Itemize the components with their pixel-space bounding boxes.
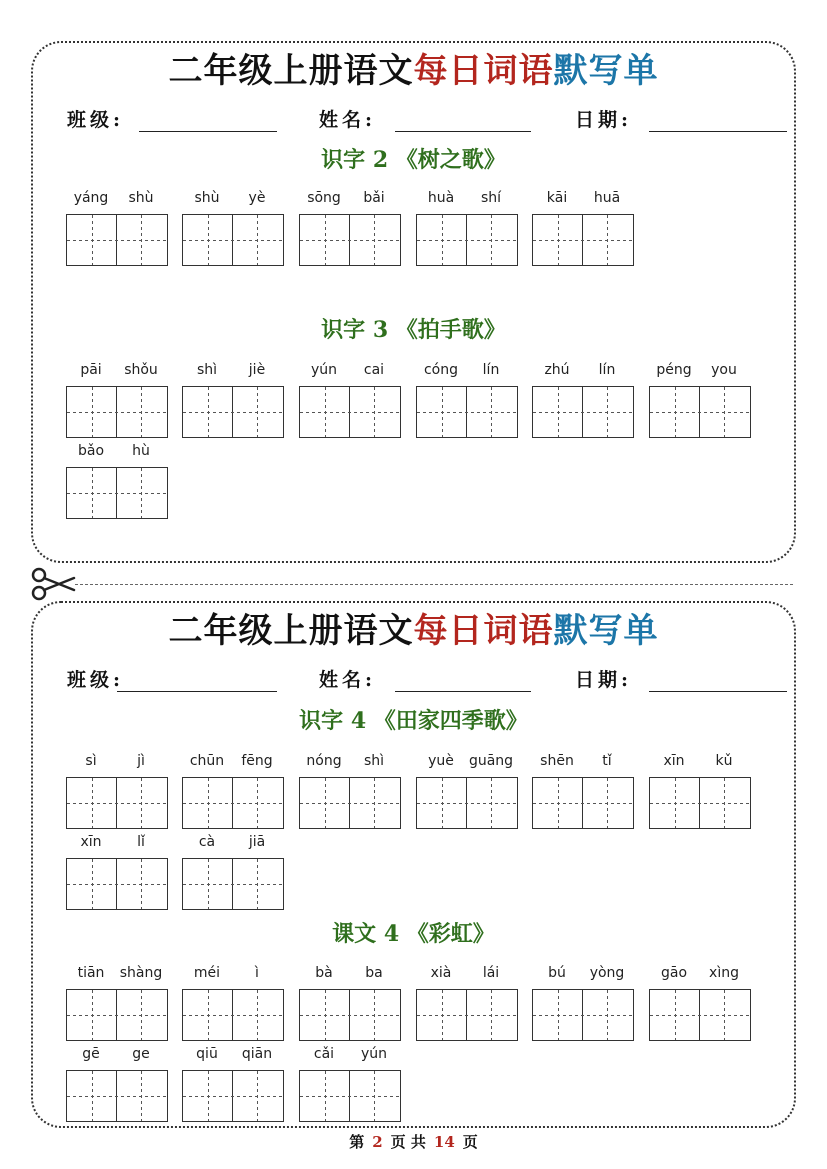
word-item (649, 362, 751, 438)
word-item (182, 362, 284, 438)
sheet-title (33, 607, 794, 655)
word-item (66, 965, 168, 1041)
pinyin-label: yòng (589, 965, 625, 981)
pinyin-label: jiā (248, 834, 266, 850)
writing-grid-box[interactable] (532, 989, 634, 1041)
word-item (182, 1046, 284, 1122)
pinyin-label: xīn (80, 834, 102, 850)
pinyin-label: gē (82, 1046, 100, 1062)
pinyin-label: xìng (709, 965, 739, 981)
pinyin-label: ge (132, 1046, 150, 1062)
word-item (416, 362, 518, 438)
writing-grid-box[interactable] (182, 214, 284, 266)
pinyin-label: shēn (540, 753, 574, 769)
pinyin-label: lín (598, 362, 616, 378)
word-item (532, 753, 634, 829)
pinyin-label: nóng (306, 753, 342, 769)
name-label: 姓名: (319, 109, 377, 131)
name-label: 姓名: (319, 669, 377, 691)
writing-grid-box[interactable] (416, 989, 518, 1041)
pinyin-label: huā (593, 190, 621, 206)
section-title: 识字 4 《田家四季歌》 (299, 708, 528, 734)
pinyin-label: sōng (307, 190, 341, 206)
writing-grid-box[interactable] (182, 989, 284, 1041)
word-item (66, 834, 168, 910)
writing-grid-box[interactable] (66, 858, 168, 910)
writing-grid-box[interactable] (532, 386, 634, 438)
footer-suffix: 页 (462, 1133, 478, 1151)
writing-grid-box[interactable] (66, 386, 168, 438)
word-item (649, 753, 751, 829)
pinyin-label: hù (132, 443, 150, 459)
class-label: 班级: (67, 669, 125, 691)
word-item (532, 362, 634, 438)
pinyin-label: cǎi (313, 1046, 335, 1062)
pinyin-label: lín (482, 362, 500, 378)
pinyin-label: yún (360, 1046, 388, 1062)
title-part-2: 每日词语 (413, 51, 554, 91)
writing-grid-box[interactable] (66, 777, 168, 829)
writing-grid-box[interactable] (649, 989, 751, 1041)
pinyin-label: jì (137, 753, 145, 769)
pinyin-label: yún (310, 362, 338, 378)
date-field[interactable] (649, 131, 787, 132)
pinyin-label: shàng (119, 965, 163, 981)
scissors-icon (30, 566, 76, 602)
title-part-1: 二年级上册语文 (168, 611, 414, 651)
pinyin-label: shù (194, 190, 220, 206)
pinyin-label: shì (196, 362, 218, 378)
writing-grid-box[interactable] (299, 214, 401, 266)
word-item (182, 190, 284, 266)
info-row (67, 667, 786, 697)
pinyin-label: fēng (241, 753, 273, 769)
word-item (66, 443, 168, 519)
word-item (416, 965, 518, 1041)
pinyin-label: yáng (73, 190, 109, 206)
pinyin-label: gāo (660, 965, 688, 981)
pinyin-label: lái (482, 965, 500, 981)
word-item (299, 965, 401, 1041)
pinyin-label: zhú (544, 362, 570, 378)
name-field[interactable] (395, 131, 531, 132)
pinyin-label: bǎi (363, 190, 385, 206)
writing-grid-box[interactable] (532, 777, 634, 829)
writing-grid-box[interactable] (299, 989, 401, 1041)
info-row (67, 107, 786, 137)
page-footer (0, 1132, 827, 1152)
pinyin-label: méi (193, 965, 221, 981)
date-field[interactable] (649, 691, 787, 692)
page-number: 2 (372, 1133, 383, 1151)
pinyin-label: xīn (663, 753, 685, 769)
writing-grid-box[interactable] (416, 386, 518, 438)
pinyin-label: cà (198, 834, 216, 850)
pinyin-label: bǎo (77, 443, 105, 459)
word-item (532, 190, 634, 266)
word-item (649, 965, 751, 1041)
pinyin-label: sì (85, 753, 97, 769)
word-item (299, 1046, 401, 1122)
pinyin-label: shù (128, 190, 154, 206)
pinyin-label: cai (363, 362, 385, 378)
pinyin-label: ì (255, 965, 259, 981)
word-item (416, 753, 518, 829)
writing-grid-box[interactable] (649, 386, 751, 438)
pinyin-label: péng (656, 362, 692, 378)
pinyin-label: bú (548, 965, 566, 981)
pinyin-label: shǒu (124, 362, 158, 378)
date-label: 日期: (575, 669, 633, 691)
pinyin-label: yuè (428, 753, 454, 769)
pinyin-label: guāng (468, 753, 514, 769)
pinyin-label: kāi (546, 190, 568, 206)
section-title: 识字 2 《树之歌》 (321, 147, 506, 173)
pinyin-label: yè (248, 190, 266, 206)
title-part-3: 默写单 (553, 51, 659, 91)
pinyin-label: cóng (423, 362, 459, 378)
section-title: 识字 3 《拍手歌》 (321, 317, 506, 343)
class-label: 班级: (67, 109, 125, 131)
word-item (299, 362, 401, 438)
writing-grid-box[interactable] (66, 989, 168, 1041)
pinyin-label: qiū (196, 1046, 218, 1062)
writing-grid-box[interactable] (66, 467, 168, 519)
word-item (66, 753, 168, 829)
name-field[interactable] (395, 691, 531, 692)
title-part-2: 每日词语 (413, 611, 554, 651)
writing-grid-box[interactable] (299, 777, 401, 829)
pinyin-label: huà (427, 190, 455, 206)
writing-grid-box[interactable] (182, 777, 284, 829)
writing-grid-box[interactable] (66, 214, 168, 266)
date-label: 日期: (575, 109, 633, 131)
word-item (182, 965, 284, 1041)
class-field[interactable] (139, 131, 277, 132)
word-item (416, 190, 518, 266)
section-title: 课文 4 《彩虹》 (332, 921, 495, 947)
word-item (299, 190, 401, 266)
writing-grid-box[interactable] (649, 777, 751, 829)
writing-grid-box[interactable] (416, 214, 518, 266)
writing-grid-box[interactable] (532, 214, 634, 266)
cut-line (75, 584, 793, 585)
title-part-1: 二年级上册语文 (168, 51, 414, 91)
title-part-3: 默写单 (553, 611, 659, 651)
pinyin-label: shì (363, 753, 385, 769)
pinyin-label: bà (315, 965, 333, 981)
writing-grid-box[interactable] (299, 1070, 401, 1122)
pinyin-label: tǐ (602, 753, 612, 769)
class-field[interactable] (117, 691, 277, 692)
writing-grid-box[interactable] (299, 386, 401, 438)
word-item (532, 965, 634, 1041)
footer-middle: 页 共 (390, 1133, 426, 1151)
word-item (66, 362, 168, 438)
word-item (182, 753, 284, 829)
writing-grid-box[interactable] (182, 1070, 284, 1122)
pinyin-label: xià (430, 965, 452, 981)
footer-prefix: 第 (349, 1133, 365, 1151)
word-item (66, 190, 168, 266)
pinyin-label: lǐ (137, 834, 145, 850)
writing-grid-box[interactable] (66, 1070, 168, 1122)
writing-grid-box[interactable] (416, 777, 518, 829)
word-item (66, 1046, 168, 1122)
pinyin-label: tiān (77, 965, 105, 981)
total-pages: 14 (433, 1133, 455, 1151)
pinyin-label: ba (365, 965, 383, 981)
writing-grid-box[interactable] (182, 858, 284, 910)
pinyin-label: you (711, 362, 737, 378)
pinyin-label: pāi (80, 362, 102, 378)
pinyin-label: chūn (189, 753, 225, 769)
pinyin-label: shí (480, 190, 502, 206)
word-item (182, 834, 284, 910)
pinyin-label: qiān (241, 1046, 273, 1062)
word-item (299, 753, 401, 829)
sheet-title (33, 47, 794, 95)
pinyin-label: kǔ (715, 753, 733, 769)
pinyin-label: jiè (248, 362, 266, 378)
writing-grid-box[interactable] (182, 386, 284, 438)
